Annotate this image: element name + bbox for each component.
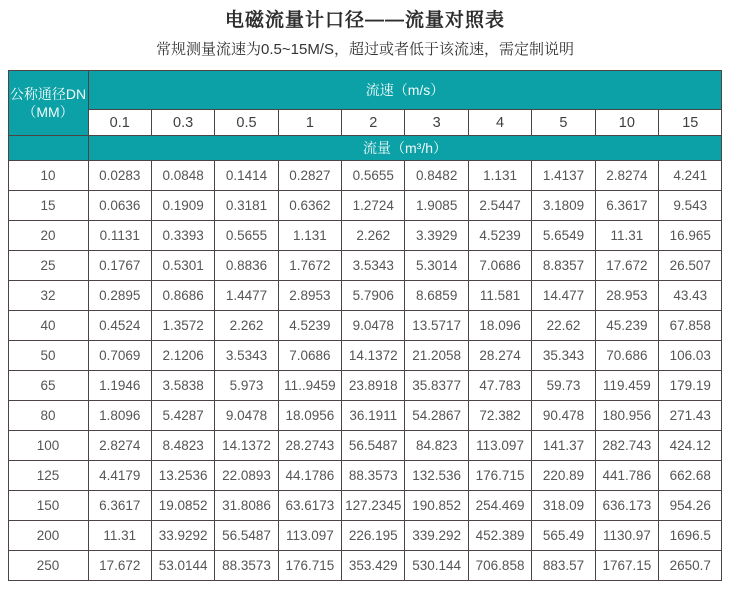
flow-value-cell: 14.1372 <box>215 431 278 461</box>
dn-cell: 100 <box>8 431 88 461</box>
flow-value-cell: 0.0636 <box>88 191 151 221</box>
flow-value-cell: 190.852 <box>405 491 468 521</box>
flow-value-cell: 318.09 <box>532 491 595 521</box>
flow-value-cell: 0.3181 <box>215 191 278 221</box>
flow-value-cell: 424.12 <box>659 431 722 461</box>
flow-value-cell: 0.8686 <box>151 281 214 311</box>
flow-value-cell: 6.3617 <box>88 491 151 521</box>
velocity-values-row <box>8 110 722 136</box>
flow-value-cell: 16.965 <box>659 221 722 251</box>
flow-value-cell: 14.1372 <box>342 341 405 371</box>
flow-value-cell: 141.37 <box>532 431 595 461</box>
page-subtitle: 常规测量流速为0.5~15M/S，超过或者低于该流速，需定制说明 <box>156 41 574 58</box>
flow-value-cell: 6.3617 <box>595 191 658 221</box>
flow-value-cell: 254.469 <box>468 491 531 521</box>
flow-value-cell: 0.1909 <box>151 191 214 221</box>
flow-value-cell: 8.8357 <box>532 251 595 281</box>
flow-value-cell: 1767.15 <box>595 551 658 581</box>
flow-value-cell: 28.2743 <box>278 431 341 461</box>
flow-value-cell: 4.241 <box>659 161 722 191</box>
velocity-value-cell: 10 <box>595 110 658 136</box>
dn-cell: 150 <box>8 491 88 521</box>
flow-value-cell: 54.2867 <box>405 401 468 431</box>
corner-header-line2: （MM） <box>22 104 74 120</box>
flow-value-cell: 0.4524 <box>88 311 151 341</box>
flow-value-cell: 22.62 <box>532 311 595 341</box>
flow-value-cell: 72.382 <box>468 401 531 431</box>
table-row <box>8 191 722 221</box>
flow-value-cell: 84.823 <box>405 431 468 461</box>
flow-value-cell: 35.8377 <box>405 371 468 401</box>
flow-value-cell: 26.507 <box>659 251 722 281</box>
flow-value-cell: 8.4823 <box>151 431 214 461</box>
flow-value-cell: 17.672 <box>88 551 151 581</box>
flow-value-cell: 119.459 <box>595 371 658 401</box>
flow-value-cell: 11..9459 <box>278 371 341 401</box>
flow-value-cell: 339.292 <box>405 521 468 551</box>
flow-header-row <box>8 136 722 161</box>
flow-value-cell: 63.6173 <box>278 491 341 521</box>
table-row <box>8 341 722 371</box>
flow-value-cell: 4.5239 <box>278 311 341 341</box>
flow-value-cell: 56.5487 <box>215 521 278 551</box>
flow-value-cell: 7.0686 <box>468 251 531 281</box>
flow-value-cell: 9.0478 <box>215 401 278 431</box>
table-row <box>8 461 722 491</box>
flow-value-cell: 113.097 <box>278 521 341 551</box>
corner-header-cell <box>8 71 88 136</box>
flow-value-cell: 47.783 <box>468 371 531 401</box>
flow-value-cell: 1.8096 <box>88 401 151 431</box>
flow-value-cell: 9.0478 <box>342 311 405 341</box>
flow-header-cell: 流量（m³/h） <box>88 136 722 161</box>
flow-value-cell: 2.5447 <box>468 191 531 221</box>
flow-value-cell: 0.8836 <box>215 251 278 281</box>
flow-value-cell: 17.672 <box>595 251 658 281</box>
table-row <box>8 281 722 311</box>
flow-value-cell: 4.5239 <box>468 221 531 251</box>
velocity-value-cell: 15 <box>659 110 722 136</box>
flow-value-cell: 0.0283 <box>88 161 151 191</box>
flow-value-cell: 23.8918 <box>342 371 405 401</box>
flow-value-cell: 132.536 <box>405 461 468 491</box>
flow-value-cell: 21.2058 <box>405 341 468 371</box>
flow-value-cell: 2.262 <box>342 221 405 251</box>
flow-value-cell: 22.0893 <box>215 461 278 491</box>
flow-value-cell: 33.9292 <box>151 521 214 551</box>
flow-value-cell: 706.858 <box>468 551 531 581</box>
flow-value-cell: 19.0852 <box>151 491 214 521</box>
flow-value-cell: 5.973 <box>215 371 278 401</box>
flow-value-cell: 2.8274 <box>88 431 151 461</box>
flow-value-cell: 44.1786 <box>278 461 341 491</box>
flow-value-cell: 179.19 <box>659 371 722 401</box>
flow-value-cell: 0.5655 <box>215 221 278 251</box>
flow-value-cell: 1.7672 <box>278 251 341 281</box>
flow-value-cell: 113.097 <box>468 431 531 461</box>
dn-cell: 50 <box>8 341 88 371</box>
flow-value-cell: 5.7906 <box>342 281 405 311</box>
flow-value-cell: 8.6859 <box>405 281 468 311</box>
flow-value-cell: 441.786 <box>595 461 658 491</box>
flow-value-cell: 18.0956 <box>278 401 341 431</box>
flow-value-cell: 636.173 <box>595 491 658 521</box>
flow-value-cell: 0.1414 <box>215 161 278 191</box>
flow-value-cell: 0.5655 <box>342 161 405 191</box>
page-title: 电磁流量计口径——流量对照表 <box>224 10 505 31</box>
flow-value-cell: 1.1946 <box>88 371 151 401</box>
flow-value-cell: 2.262 <box>215 311 278 341</box>
flow-value-cell: 13.2536 <box>151 461 214 491</box>
flow-value-cell: 3.5343 <box>342 251 405 281</box>
velocity-header-cell: 流速（m/s） <box>88 71 722 110</box>
flow-value-cell: 3.5343 <box>215 341 278 371</box>
flow-value-cell: 45.239 <box>595 311 658 341</box>
flow-value-cell: 0.2827 <box>278 161 341 191</box>
velocity-value-cell: 1 <box>278 110 341 136</box>
flow-value-cell: 0.0848 <box>151 161 214 191</box>
flow-value-cell: 2650.7 <box>659 551 722 581</box>
flow-value-cell: 127.2345 <box>342 491 405 521</box>
flow-value-cell: 452.389 <box>468 521 531 551</box>
table-row <box>8 431 722 461</box>
flow-value-cell: 282.743 <box>595 431 658 461</box>
flow-value-cell: 90.478 <box>532 401 595 431</box>
corner-header-line1: 公称通径DN <box>9 86 87 102</box>
velocity-value-cell: 4 <box>468 110 531 136</box>
flow-value-cell: 1.4477 <box>215 281 278 311</box>
table-row <box>8 521 722 551</box>
dn-cell: 20 <box>8 221 88 251</box>
flow-value-cell: 9.543 <box>659 191 722 221</box>
flow-value-cell: 220.89 <box>532 461 595 491</box>
flow-value-cell: 13.5717 <box>405 311 468 341</box>
flow-value-cell: 7.0686 <box>278 341 341 371</box>
dn-cell: 80 <box>8 401 88 431</box>
flow-value-cell: 176.715 <box>278 551 341 581</box>
flow-value-cell: 0.1131 <box>88 221 151 251</box>
flow-value-cell: 954.26 <box>659 491 722 521</box>
flow-value-cell: 1.9085 <box>405 191 468 221</box>
table-row <box>8 371 722 401</box>
flow-value-cell: 0.5301 <box>151 251 214 281</box>
flow-value-cell: 271.43 <box>659 401 722 431</box>
flow-value-cell: 36.1911 <box>342 401 405 431</box>
table-row <box>8 311 722 341</box>
flow-header-spacer-cell <box>8 136 88 161</box>
flow-value-cell: 662.68 <box>659 461 722 491</box>
flow-value-cell: 1.3572 <box>151 311 214 341</box>
flow-value-cell: 59.73 <box>532 371 595 401</box>
table-row <box>8 251 722 281</box>
flow-value-cell: 0.8482 <box>405 161 468 191</box>
table-row <box>8 221 722 251</box>
flow-value-cell: 1130.97 <box>595 521 658 551</box>
flow-value-cell: 3.1809 <box>532 191 595 221</box>
flow-value-cell: 0.6362 <box>278 191 341 221</box>
flow-value-cell: 70.686 <box>595 341 658 371</box>
dn-cell: 40 <box>8 311 88 341</box>
flow-value-cell: 1696.5 <box>659 521 722 551</box>
flow-value-cell: 180.956 <box>595 401 658 431</box>
flow-value-cell: 1.131 <box>468 161 531 191</box>
table-row <box>8 491 722 521</box>
flow-value-cell: 2.1206 <box>151 341 214 371</box>
velocity-value-cell: 0.1 <box>88 110 151 136</box>
flow-value-cell: 353.429 <box>342 551 405 581</box>
flow-value-cell: 176.715 <box>468 461 531 491</box>
flow-value-cell: 0.7069 <box>88 341 151 371</box>
velocity-header-row <box>8 71 722 110</box>
flow-value-cell: 3.3929 <box>405 221 468 251</box>
dn-cell: 25 <box>8 251 88 281</box>
flow-value-cell: 106.03 <box>659 341 722 371</box>
flow-value-cell: 565.49 <box>532 521 595 551</box>
flow-value-cell: 28.953 <box>595 281 658 311</box>
dn-cell: 250 <box>8 551 88 581</box>
flow-value-cell: 0.2895 <box>88 281 151 311</box>
flow-value-cell: 28.274 <box>468 341 531 371</box>
flow-value-cell: 0.3393 <box>151 221 214 251</box>
flow-value-cell: 530.144 <box>405 551 468 581</box>
velocity-value-cell: 2 <box>342 110 405 136</box>
flow-value-cell: 88.3573 <box>342 461 405 491</box>
flow-value-cell: 1.2724 <box>342 191 405 221</box>
flow-value-cell: 4.4179 <box>88 461 151 491</box>
dn-cell: 15 <box>8 191 88 221</box>
flow-rate-table <box>8 70 723 581</box>
flow-value-cell: 67.858 <box>659 311 722 341</box>
table-row <box>8 551 722 581</box>
flow-value-cell: 53.0144 <box>151 551 214 581</box>
flow-value-cell: 226.195 <box>342 521 405 551</box>
flow-value-cell: 56.5487 <box>342 431 405 461</box>
dn-cell: 65 <box>8 371 88 401</box>
flow-value-cell: 11.31 <box>595 221 658 251</box>
table-row <box>8 401 722 431</box>
velocity-value-cell: 3 <box>405 110 468 136</box>
flow-value-cell: 14.477 <box>532 281 595 311</box>
flow-value-cell: 2.8274 <box>595 161 658 191</box>
flow-value-cell: 11.581 <box>468 281 531 311</box>
velocity-value-cell: 0.5 <box>215 110 278 136</box>
flow-value-cell: 1.4137 <box>532 161 595 191</box>
flow-value-cell: 5.3014 <box>405 251 468 281</box>
flow-value-cell: 11.31 <box>88 521 151 551</box>
flow-value-cell: 0.1767 <box>88 251 151 281</box>
flow-value-cell: 1.131 <box>278 221 341 251</box>
flow-value-cell: 31.8086 <box>215 491 278 521</box>
table-row <box>8 161 722 191</box>
flow-value-cell: 2.8953 <box>278 281 341 311</box>
velocity-value-cell: 5 <box>532 110 595 136</box>
dn-cell: 200 <box>8 521 88 551</box>
flow-value-cell: 883.57 <box>532 551 595 581</box>
flow-value-cell: 18.096 <box>468 311 531 341</box>
flow-value-cell: 35.343 <box>532 341 595 371</box>
velocity-value-cell: 0.3 <box>151 110 214 136</box>
dn-cell: 10 <box>8 161 88 191</box>
dn-cell: 125 <box>8 461 88 491</box>
flow-value-cell: 5.6549 <box>532 221 595 251</box>
flow-value-cell: 88.3573 <box>215 551 278 581</box>
flow-value-cell: 43.43 <box>659 281 722 311</box>
flow-value-cell: 3.5838 <box>151 371 214 401</box>
flow-value-cell: 5.4287 <box>151 401 214 431</box>
dn-cell: 32 <box>8 281 88 311</box>
